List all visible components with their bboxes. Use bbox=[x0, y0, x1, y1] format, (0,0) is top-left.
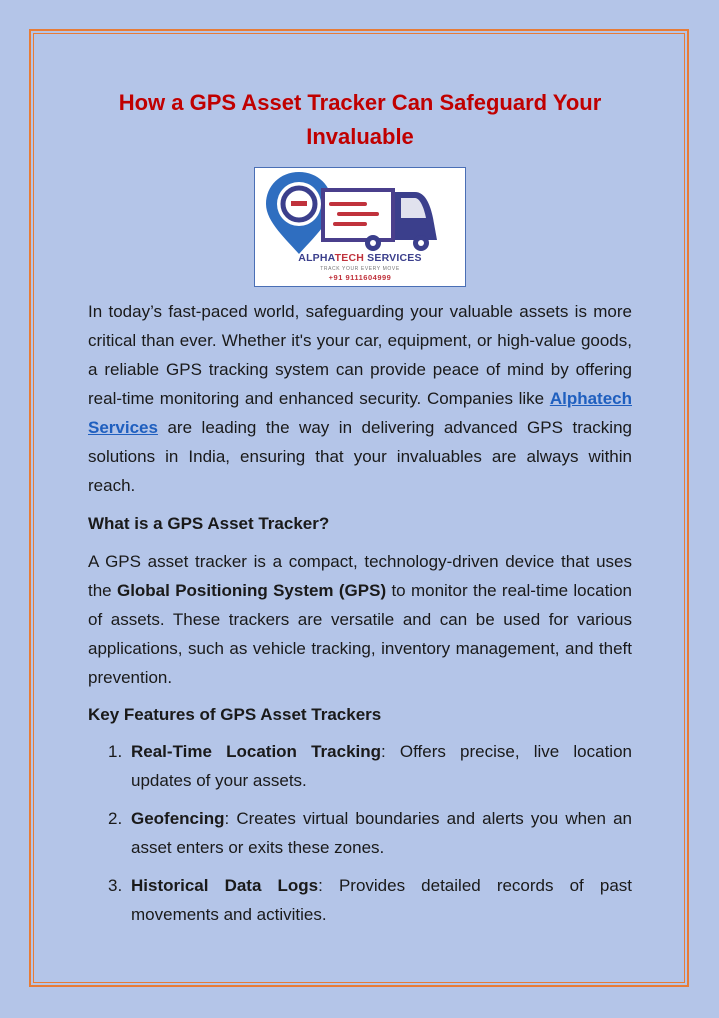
what-is-paragraph: A GPS asset tracker is a compact, technology-driven device that uses the Global Positioning System (GPS) to monitor the real-time location of assets. These trackers are versatile and can be used for various applications, such as vehicle tracking, inventory management, and theft prevention. bbox=[88, 552, 632, 687]
company-logo bbox=[254, 167, 466, 287]
alphatech-services-link[interactable]: Alphatech Services bbox=[88, 389, 632, 437]
list-item: 3. Historical Data Logs: Provides detailed records of past movements and activities. bbox=[108, 876, 633, 924]
section-heading-key-features: Key Features of GPS Asset Trackers bbox=[88, 705, 382, 724]
document-title: How a GPS Asset Tracker Can Safeguard Your Invaluable bbox=[118, 90, 602, 149]
intro-paragraph: In today’s fast-paced world, safeguarding your valuable assets is more critical than ever. Whether it's your car, equipment, or high-value goods, a reliable GPS tracking system can provide peace of mind by offering real-time monitoring and enhanced security. Companies like Alphatech Services are leading the way in delivering advanced GPS tracking solutions in India, ensuring that your invaluables are always within reach. bbox=[88, 302, 632, 495]
list-item: 2. Geofencing: Creates virtual boundaries and alerts you when an asset enters or exits these zones. bbox=[108, 809, 632, 857]
list-item: 1. Real-Time Location Tracking: Offers precise, live location updates of your assets. bbox=[108, 742, 632, 790]
logo-brand-name: ALPHATECH SERVICES bbox=[298, 252, 422, 264]
section-heading-what-is: What is a GPS Asset Tracker? bbox=[88, 514, 330, 533]
key-features-list bbox=[88, 737, 632, 929]
document-content bbox=[88, 86, 632, 938]
logo-tagline: TRACK YOUR EVERY MOVE bbox=[320, 266, 400, 272]
logo-phone-number: +91 9111604999 bbox=[328, 273, 392, 282]
